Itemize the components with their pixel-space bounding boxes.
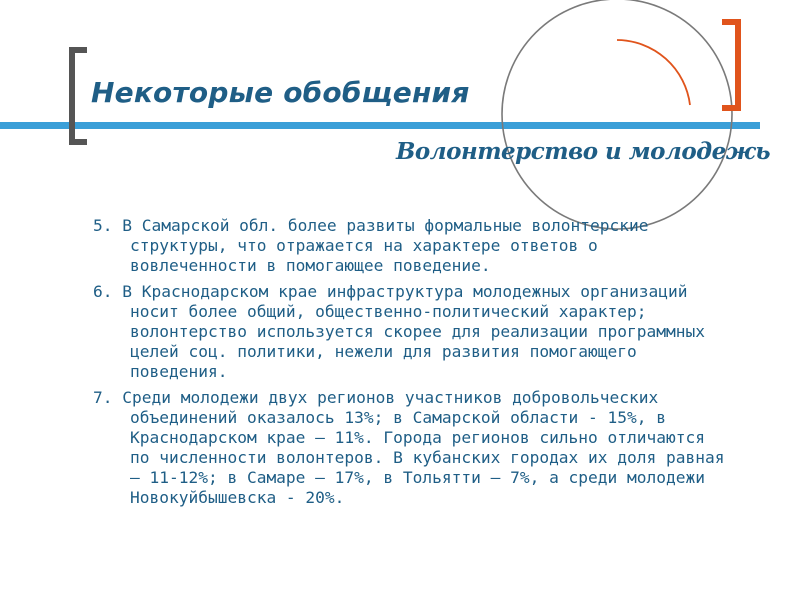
paragraph-5: 5. В Самарской обл. более развиты формальные волонтерские структуры, что отражается на характере ответов о вовлеченности в помогающее поведение.: [93, 216, 649, 275]
decor-arc: [617, 40, 690, 105]
title-accent-bar: [0, 122, 760, 129]
decor-circle: [502, 0, 732, 229]
slide-body: [93, 216, 733, 514]
right-bracket: [725, 22, 738, 108]
slide-title: Некоторые обобщения: [91, 76, 470, 109]
paragraph-6: 6. В Краснодарском крае инфраструктура молодежных организаций носит более общий, общественно-политический характер; волонтерство используется скорее для реализации программных целей соц. политики, нежели для развития помогающего поведения.: [93, 282, 705, 381]
paragraph-7: 7. Среди молодежи двух регионов участников добровольческих объединений оказалось 13%; в Самарской области - 15%, в Краснодарском крае — 11%. Города регионов сильно отличаются по численности волонтеров. В кубанских городах их доля равная — 11-12%; в Самаре — 17%, в Тольятти — 7%, а среди молодежи Новокуйбышевска - 20%.: [93, 388, 725, 507]
slide-subtitle: Волонтерство и молодежь: [395, 138, 770, 165]
